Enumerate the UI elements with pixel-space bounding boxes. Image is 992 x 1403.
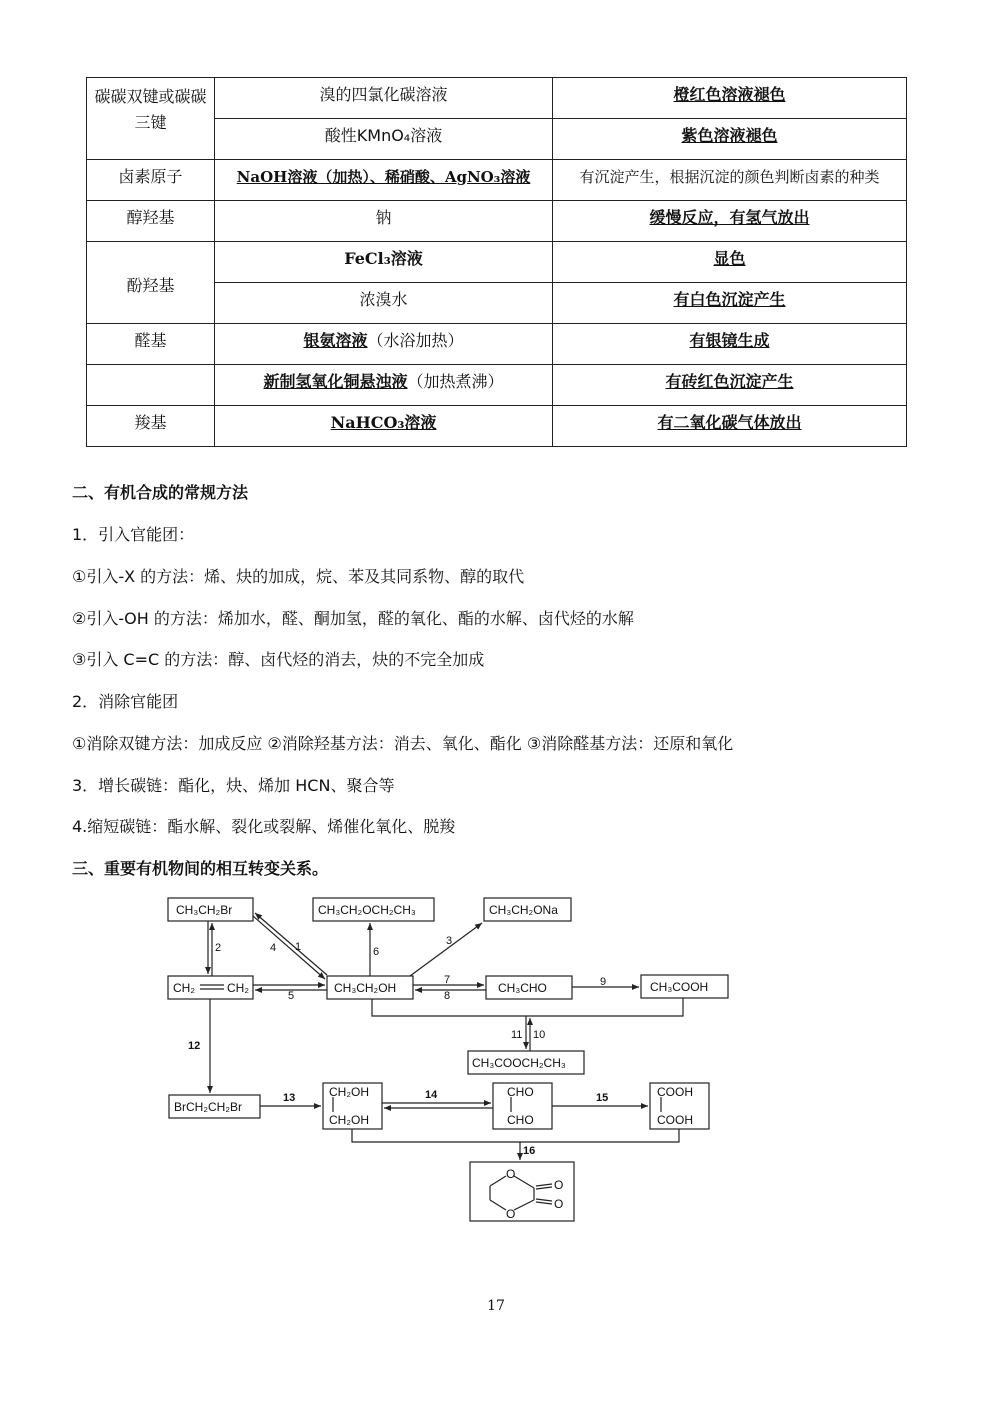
result-label: 有砖红色沉淀产生 xyxy=(665,372,794,391)
group-cell xyxy=(87,201,215,242)
compound-bromoethane: CH₃CH₂Br xyxy=(176,903,233,917)
result-label: 有银镜生成 xyxy=(689,331,770,350)
result-cell xyxy=(553,201,907,242)
reagent-cell xyxy=(215,119,553,160)
group-cell xyxy=(87,78,215,160)
section2-line: 4.缩短碳链：酯水解、裂化或裂解、烯催化氧化、脱羧 xyxy=(72,817,456,836)
result-cell xyxy=(553,119,907,160)
reagent-label: 新制氢氧化铜悬浊液 xyxy=(263,372,408,391)
reaction-label: 13 xyxy=(283,1092,296,1104)
group-cell xyxy=(87,160,215,201)
table-row xyxy=(87,160,907,201)
compound-ether: CH₃CH₂OCH₂CH₃ xyxy=(318,903,416,917)
reagent-label: 溴的四氯化碳溶液 xyxy=(319,85,448,104)
reagent-label: 浓溴水 xyxy=(359,290,408,309)
reagent-cell xyxy=(215,160,553,201)
reagent-cell xyxy=(215,78,553,119)
compound-acetaldehyde: CH₃CHO xyxy=(498,981,547,995)
result-label: 缓慢反应，有氢气放出 xyxy=(649,208,810,227)
section2-line: 2．消除官能团 xyxy=(72,692,179,711)
reaction-label: 14 xyxy=(425,1089,438,1101)
group-label: 羧基 xyxy=(134,413,167,432)
section2-line: ①引入-X 的方法：烯、炔的加成，烷、苯及其同系物、醇的取代 xyxy=(72,567,525,586)
result-label: 有沉淀产生，根据沉淀的颜色判断卤素的种类 xyxy=(579,168,880,186)
reaction-label: 3 xyxy=(446,935,453,947)
reagent-cell xyxy=(215,201,553,242)
compound-oxalic-top: COOH xyxy=(657,1085,693,1099)
compound-ethyl-acetate: CH₃COOCH₂CH₃ xyxy=(472,1056,566,1070)
functional-group-test-table xyxy=(86,77,907,447)
section2-line: 3．增长碳链：酯化，炔、烯加 HCN、聚合等 xyxy=(72,776,395,795)
ring-bond xyxy=(514,1200,534,1210)
reagent-label: 银氨溶液 xyxy=(303,331,368,350)
result-cell xyxy=(553,78,907,119)
reagent-cell xyxy=(215,365,553,406)
reaction-label: 7 xyxy=(444,974,451,986)
section2-line: 1．引入官能团： xyxy=(72,525,195,544)
reaction-label: 9 xyxy=(600,976,607,988)
section2-line: ①消除双键方法：加成反应 ②消除羟基方法：消去、氧化、酯化 ③消除醛基方法：还原和氧化 xyxy=(72,734,734,753)
ester-oxygen: O xyxy=(554,1197,564,1211)
reagent-cell xyxy=(215,283,553,324)
result-cell xyxy=(553,365,907,406)
compound-glyoxal-top: CHO xyxy=(507,1085,534,1099)
group-cell xyxy=(87,365,215,406)
ring-bond xyxy=(490,1176,506,1186)
section3-heading: 三、重要有机物间的相互转变关系。 xyxy=(72,859,329,878)
reagent-label: NaOH溶液（加热）、稀硝酸、AgNO₃溶液 xyxy=(236,168,531,186)
carbonyl-bond xyxy=(536,1187,552,1189)
reagent-cell xyxy=(215,406,553,447)
result-cell xyxy=(553,283,907,324)
reaction-label: 12 xyxy=(188,1040,201,1052)
reaction-label: 5 xyxy=(288,990,295,1002)
result-label: 有白色沉淀产生 xyxy=(673,290,786,309)
reagent-note: （水浴加热） xyxy=(367,331,464,350)
group-cell xyxy=(87,406,215,447)
ester-oxygen: O xyxy=(506,1207,516,1221)
group-label: 酚羟基 xyxy=(126,275,175,295)
table-row xyxy=(87,78,907,119)
section2-heading: 二、有机合成的常规方法 xyxy=(72,483,249,502)
ester-oxygen: O xyxy=(506,1167,516,1181)
compound-ethoxide: CH₃CH₂ONa xyxy=(489,903,558,917)
group-label: 卤素原子 xyxy=(118,167,183,186)
group-cell xyxy=(87,242,215,324)
reagent-label: 钠 xyxy=(375,208,392,227)
compound-dibromoethane: BrCH₂CH₂Br xyxy=(174,1100,242,1114)
table-row xyxy=(87,242,907,283)
reaction-label: 11 xyxy=(511,1029,523,1041)
group-label: 醛基 xyxy=(134,331,167,350)
reaction-label: 8 xyxy=(444,990,451,1002)
reaction-label: 2 xyxy=(215,942,222,954)
reaction-label: 1 xyxy=(295,941,302,953)
compound-ethanol: CH₃CH₂OH xyxy=(334,981,397,995)
reaction-label: 6 xyxy=(373,946,380,958)
reagent-label: FeCl₃溶液 xyxy=(344,249,423,268)
table-row xyxy=(87,324,907,365)
section2-line: ②引入-OH 的方法：烯加水，醛、酮加氢，醛的氧化、酯的水解、卤代烃的水解 xyxy=(72,609,634,628)
reagent-note: （加热煮沸） xyxy=(407,372,504,391)
reaction-label: 4 xyxy=(270,942,277,954)
table-row xyxy=(87,406,907,447)
result-label: 橙红色溶液褪色 xyxy=(673,85,786,104)
group-cell xyxy=(87,324,215,365)
compound-glycol-bottom: CH₂OH xyxy=(329,1113,369,1127)
result-cell xyxy=(553,160,907,201)
reaction-label: 10 xyxy=(533,1029,546,1041)
carbonyl-bond xyxy=(536,1184,552,1186)
compound-ethene-left: CH₂ xyxy=(173,981,195,995)
result-label: 有二氧化碳气体放出 xyxy=(657,413,802,432)
reaction-label: 15 xyxy=(596,1092,609,1104)
compound-glycol-top: CH₂OH xyxy=(329,1085,369,1099)
result-label: 紫色溶液褪色 xyxy=(681,126,778,145)
result-cell xyxy=(553,406,907,447)
carbonyl-bond xyxy=(536,1199,552,1201)
reaction-label: 16 xyxy=(523,1145,536,1157)
result-cell xyxy=(553,242,907,283)
ring-bond xyxy=(514,1176,534,1188)
compound-glyoxal-bottom: CHO xyxy=(507,1113,534,1127)
ester-oxygen: O xyxy=(554,1178,564,1192)
table-row xyxy=(87,201,907,242)
group-label: 醇羟基 xyxy=(126,208,175,227)
reagent-label: 酸性KMnO₄溶液 xyxy=(324,126,443,145)
group-label: 碳碳双键或碳碳三键 xyxy=(94,87,207,132)
reagent-label: NaHCO₃溶液 xyxy=(330,413,437,432)
result-label: 显色 xyxy=(713,249,746,268)
page-number: 17 xyxy=(487,1298,505,1314)
reagent-cell xyxy=(215,324,553,365)
table-row xyxy=(87,365,907,406)
carbonyl-bond xyxy=(536,1202,552,1204)
compound-oxalic-bottom: COOH xyxy=(657,1113,693,1127)
section2-line: ③引入 C=C 的方法：醇、卤代烃的消去，炔的不完全加成 xyxy=(72,650,485,669)
result-cell xyxy=(553,324,907,365)
ring-bond xyxy=(490,1200,506,1210)
reagent-cell xyxy=(215,242,553,283)
compound-ethene-right: CH₂ xyxy=(227,981,249,995)
compound-acetic-acid: CH₃COOH xyxy=(650,980,709,994)
conversion-diagram xyxy=(0,890,992,1235)
